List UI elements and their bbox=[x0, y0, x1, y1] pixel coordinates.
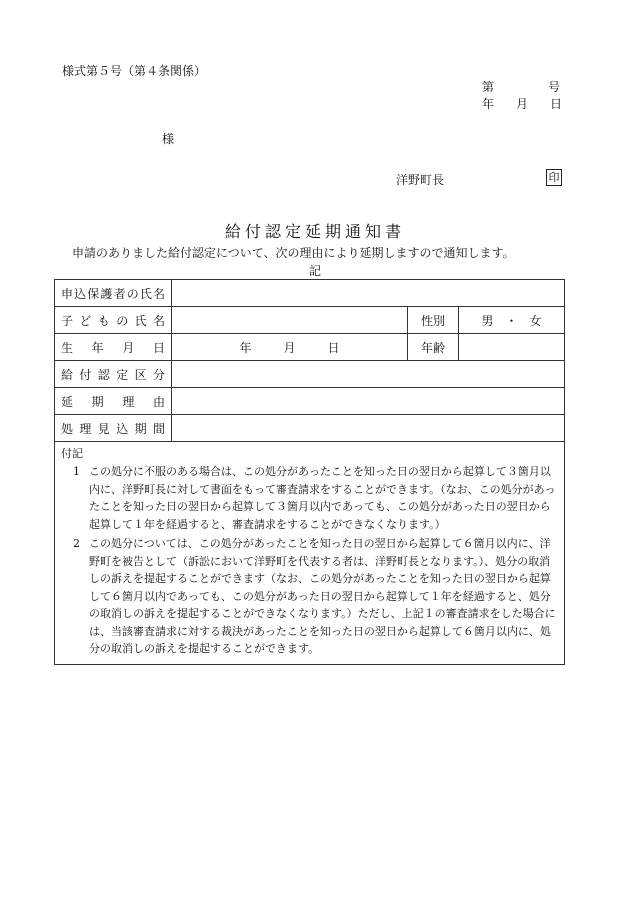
birthdate-label-cell bbox=[55, 334, 172, 361]
notes-cell bbox=[55, 442, 565, 665]
date-month-label: 月 bbox=[516, 97, 529, 111]
category-label-cell bbox=[55, 361, 172, 388]
notes-row bbox=[55, 442, 565, 665]
addressee-suffix: 様 bbox=[162, 132, 175, 146]
intro-text: 申請のありました給付認定について、次の理由により延期しますので通知します。 bbox=[72, 246, 515, 260]
note-text: この処分に不服のある場合は、この処分があったことを知った日の翌日から起算して３箇月以内に、洋野町長に対して書面をもって審査請求をすることができます。（なお、この処分があったことを知った日の翌日から起算して３箇月以内であっても、この処分があった日の翌日から起算して１年を経過すると、審査請求をすることができなくなります。） bbox=[89, 465, 556, 531]
reason-label-cell bbox=[55, 388, 172, 415]
applicant-name-field[interactable] bbox=[172, 280, 565, 307]
period-label: 処 理 見 込 期 間 bbox=[61, 421, 165, 436]
note-item-1 bbox=[73, 463, 556, 533]
seal-mark: 印 bbox=[546, 169, 562, 186]
birthdate-label: 生 年 月 日 bbox=[61, 340, 165, 355]
applicant-label-cell bbox=[55, 280, 172, 307]
document-number-suffix: 号 bbox=[548, 80, 561, 94]
category-field[interactable] bbox=[172, 361, 565, 388]
form-table bbox=[54, 279, 565, 665]
birth-year-label: 年 bbox=[239, 340, 252, 355]
applicant-label: 申込保護者の氏名 bbox=[61, 286, 165, 301]
gender-label: 性別 bbox=[408, 307, 459, 334]
child-label: 子 ど も の 氏 名 bbox=[61, 313, 165, 328]
applicant-row bbox=[55, 280, 565, 307]
issuer-name: 洋野町長 bbox=[396, 173, 445, 187]
gender-options[interactable]: 男 ・ 女 bbox=[459, 307, 565, 334]
birthdate-field[interactable] bbox=[172, 334, 408, 361]
child-label-cell bbox=[55, 307, 172, 334]
notes-title: 付記 bbox=[61, 447, 83, 460]
child-name-field[interactable] bbox=[172, 307, 408, 334]
birth-month-label: 月 bbox=[283, 340, 296, 355]
birth-day-label: 日 bbox=[327, 340, 340, 355]
document-title: 給付認定延期通知書 bbox=[224, 222, 405, 241]
reason-row bbox=[55, 388, 565, 415]
period-field[interactable] bbox=[172, 415, 565, 442]
birthdate-row bbox=[55, 334, 565, 361]
note-number: 2 bbox=[73, 537, 80, 550]
age-label: 年齢 bbox=[408, 334, 459, 361]
category-label: 給 付 認 定 区 分 bbox=[61, 367, 165, 382]
note-text: この処分については、この処分があったことを知った日の翌日から起算して６箇月以内に、洋野町を被告として（訴訟において洋野町を代表する者は、洋野町長となります。）、処分の取消しの訴えを提起することができます（なお、この処分があったことを知った日の翌日から起算して６箇月以内であっても、この処分があった日の翌日から起算して１年を経過すると、処分の取消しの訴えを提起することができなくなります。）ただし、上記１の審査請求をした場合には、当該審査請求に対する裁決があったことを知った日の翌日から起算して６箇月以内に、処分の取消しの訴えを提起することができます。 bbox=[89, 537, 556, 655]
category-row bbox=[55, 361, 565, 388]
age-field[interactable] bbox=[459, 334, 565, 361]
ki-marker: 記 bbox=[308, 264, 321, 278]
period-label-cell bbox=[55, 415, 172, 442]
note-number: 1 bbox=[73, 465, 80, 478]
note-item-2 bbox=[73, 535, 556, 658]
child-row bbox=[55, 307, 565, 334]
reason-label: 延 期 理 由 bbox=[61, 394, 165, 409]
period-row bbox=[55, 415, 565, 442]
form-number: 様式第５号（第４条関係） bbox=[62, 64, 207, 78]
reason-field[interactable] bbox=[172, 388, 565, 415]
date-year-label: 年 bbox=[482, 97, 495, 111]
document-number-label: 第 bbox=[482, 80, 495, 94]
date-day-label: 日 bbox=[550, 97, 563, 111]
